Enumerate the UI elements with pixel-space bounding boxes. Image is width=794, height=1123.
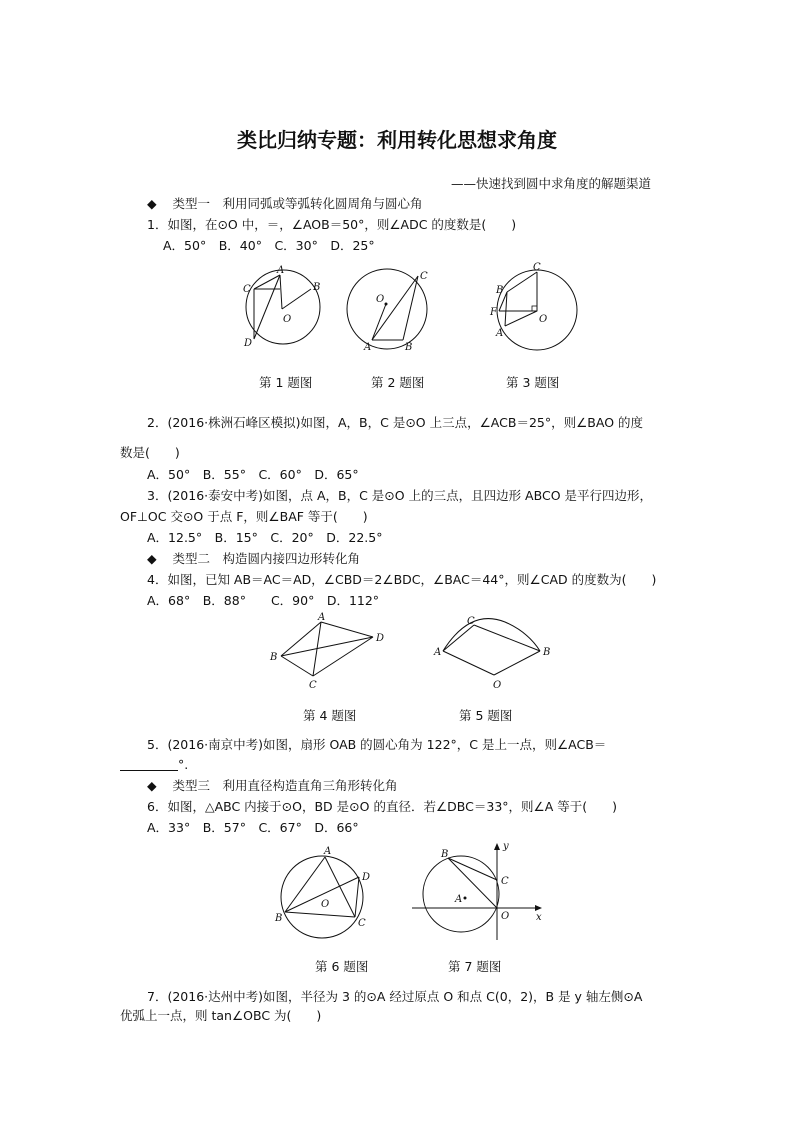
right-angle-mark <box>532 306 537 311</box>
point-label: O <box>493 680 502 691</box>
point-label: O <box>376 294 385 305</box>
question-4-options: A．68° B．88° C．90° D．112° <box>147 593 380 608</box>
question-3-line2: OF⊥OC 交⊙O 于点 F，则∠BAF 等于( ) <box>120 509 368 524</box>
point-label: B <box>543 647 551 658</box>
segment <box>280 275 282 309</box>
segment <box>355 877 359 917</box>
subtitle: ——快速找到圆中求角度的解题渠道 <box>451 176 652 191</box>
point-label: F <box>490 307 497 318</box>
center-dot <box>385 303 388 306</box>
circle-o <box>246 270 320 344</box>
axis-label: x <box>536 912 542 923</box>
point-label: A <box>364 342 372 353</box>
point-label: O <box>501 911 510 922</box>
segment <box>254 275 280 339</box>
axis-label: y <box>503 841 509 852</box>
segment <box>285 857 325 912</box>
point-label: C <box>501 876 509 887</box>
point-label: D <box>244 338 253 349</box>
point-label: A <box>434 647 442 658</box>
point-label: B <box>496 285 504 296</box>
figure-4 <box>265 610 395 695</box>
question-6: 6．如图，△ABC 内接于⊙O，BD 是⊙O 的直径．若∠DBC＝33°，则∠A 等于( ) <box>147 799 618 814</box>
point-label: C <box>358 918 366 929</box>
question-7-line1: 7．(2016·达州中考)如图，半径为 3 的⊙A 经过原点 O 和点 C(0，2)，B 是 y 轴左侧⊙A <box>147 989 643 1004</box>
section-heading: 类型二 构造圆内接四边形转化角 <box>172 551 361 566</box>
figure-3-caption: 第 3 题图 <box>506 375 560 390</box>
point-label: D <box>376 633 385 644</box>
section-type1 <box>147 196 423 212</box>
figure-1-caption: 第 1 题图 <box>259 375 313 390</box>
figure-6-caption: 第 6 题图 <box>315 959 369 974</box>
point-label: A <box>324 846 332 857</box>
page-title: 类比归纳专题：利用转化思想求角度 <box>237 128 557 152</box>
point-label: B <box>275 913 283 924</box>
segment <box>505 311 537 326</box>
circle-o <box>281 856 363 938</box>
segment <box>443 651 494 675</box>
point-label: A <box>455 894 463 905</box>
point-label: B <box>441 849 449 860</box>
section-type3 <box>147 778 398 794</box>
question-7-line2: 优弧上一点，则 tan∠OBC 为( ) <box>120 1008 322 1023</box>
question-5-line1: 5．(2016·南京中考)如图，扇形 OAB 的圆心角为 122°，C 是上一点，则∠ACB＝ <box>147 737 607 752</box>
answer-blank[interactable] <box>120 758 178 771</box>
question-6-options: A．33° B．57° C．67° D．66° <box>147 820 359 835</box>
point-label: O <box>321 899 330 910</box>
question-5-line2 <box>120 757 188 773</box>
figure-7-caption: 第 7 题图 <box>448 959 502 974</box>
point-label: B <box>270 652 278 663</box>
question-2-options: A．50° B．55° C．60° D．65° <box>147 467 359 482</box>
segment <box>443 625 474 651</box>
segment <box>507 272 537 292</box>
question-2-line1: 2．(2016·株洲石峰区模拟)如图，A，B，C 是⊙O 上三点，∠ACB＝25°，则∠BAO 的度 <box>147 415 644 430</box>
question-3-options: A．12.5° B．15° C．20° D．22.5° <box>147 530 383 545</box>
bullet-icon: ◆ <box>147 196 157 211</box>
bullet-icon: ◆ <box>147 551 157 566</box>
segment <box>281 622 321 656</box>
segment <box>372 304 386 340</box>
point-label: C <box>243 284 251 295</box>
point-label: B <box>313 282 321 293</box>
bullet-icon: ◆ <box>147 778 157 793</box>
figure-4-caption: 第 4 题图 <box>303 708 357 723</box>
point-label: A <box>318 612 326 623</box>
segment <box>372 276 418 340</box>
figure-6 <box>270 840 380 945</box>
x-axis-arrow <box>535 905 542 911</box>
segment <box>281 656 313 676</box>
figure-2-caption: 第 2 题图 <box>371 375 425 390</box>
question-1: 1．如图，在⊙O 中，＝，∠AOB＝50°，则∠ADC 的度数是( ) <box>147 217 517 232</box>
figure-5 <box>430 610 560 695</box>
point-label: C <box>533 262 541 273</box>
degree-mark: °. <box>178 757 189 772</box>
question-3-line1: 3．(2016·泰安中考)如图，点 A，B，C 是⊙O 上的三点，且四边形 ABCO 是平行四边形， <box>147 488 653 503</box>
segment <box>325 857 355 917</box>
section-heading: 类型一 利用同弧或等弧转化圆周角与圆心角 <box>172 196 423 211</box>
figure-1 <box>238 260 328 355</box>
question-4: 4．如图，已知 AB＝AC＝AD，∠CBD＝2∠BDC，∠BAC＝44°，则∠CAD 的度数为( ) <box>147 572 657 587</box>
section-type2 <box>147 551 360 567</box>
figure-2 <box>340 260 435 355</box>
segment <box>254 275 280 289</box>
point-label: B <box>405 342 413 353</box>
figure-7 <box>405 838 550 943</box>
question-2-line2: 数是( ) <box>120 445 180 460</box>
figure-5-caption: 第 5 题图 <box>459 708 513 723</box>
y-axis-arrow <box>494 843 500 850</box>
point-label: C <box>467 616 475 627</box>
segment <box>285 912 355 917</box>
segment <box>282 289 311 309</box>
segment <box>494 651 540 675</box>
point-label: A <box>496 328 504 339</box>
point-label: C <box>309 680 317 691</box>
arc <box>443 619 540 651</box>
segment <box>321 622 373 637</box>
question-1-options: A．50° B．40° C．30° D．25° <box>163 238 375 253</box>
point-label: O <box>539 314 548 325</box>
point-label: D <box>362 872 371 883</box>
figure-3 <box>488 260 583 355</box>
point-label: A <box>277 265 285 276</box>
section-heading: 类型三 利用直径构造直角三角形转化角 <box>172 778 398 793</box>
point-label: O <box>283 314 292 325</box>
point-label: C <box>420 271 428 282</box>
center-dot <box>464 897 467 900</box>
